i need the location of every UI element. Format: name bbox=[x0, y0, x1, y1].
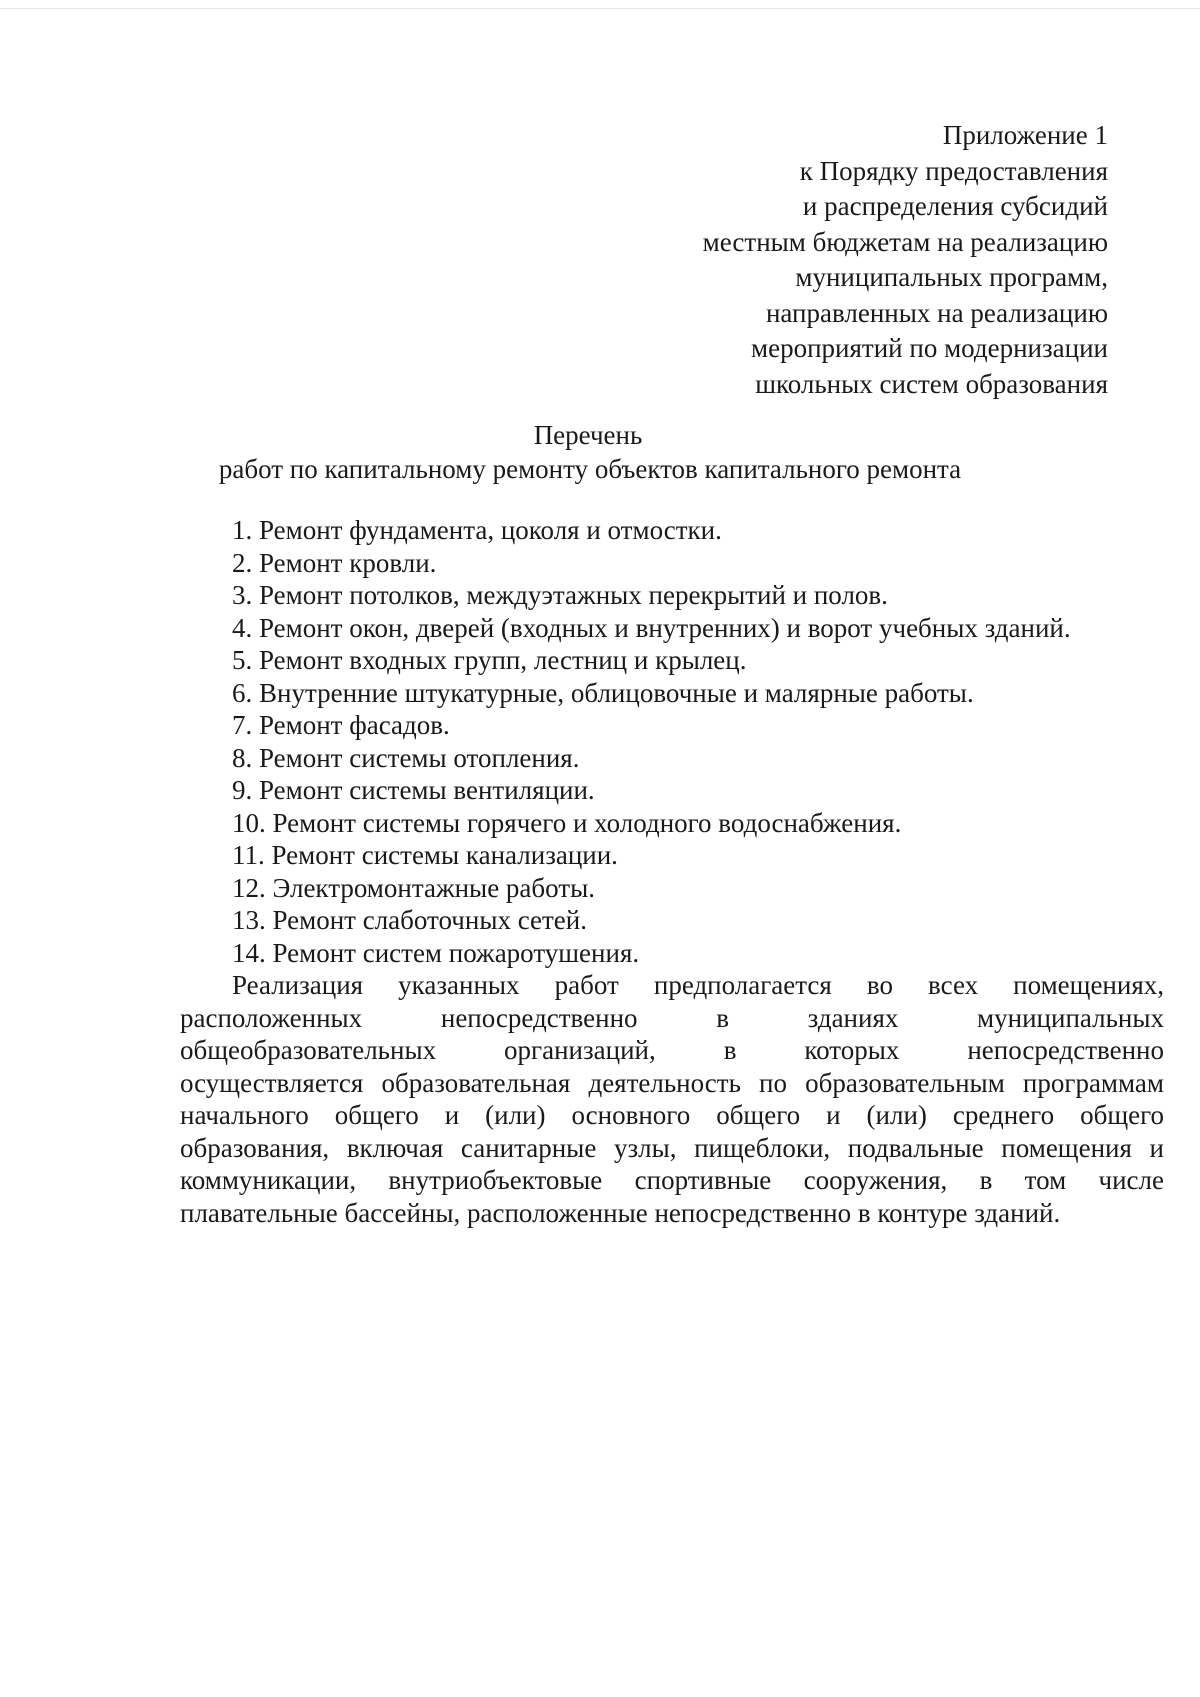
list-item: 14. Ремонт систем пожаротушения. bbox=[232, 937, 640, 968]
appendix-line: мероприятий по модернизации bbox=[751, 333, 1108, 363]
paragraph-line: осуществляется образовательная деятельность по образовательным программам bbox=[180, 1067, 1164, 1098]
paragraph-line: начального общего и (или) основного общего и (или) среднего общего bbox=[180, 1100, 1164, 1130]
appendix-header bbox=[703, 118, 1108, 402]
list-item: 4. Ремонт окон, дверей (входных и внутренних) и ворот учебных зданий. bbox=[232, 612, 1071, 643]
list-item: 7. Ремонт фасадов. bbox=[232, 710, 450, 740]
paragraph-line: плавательные бассейны, расположенные непосредственно в контуре зданий. bbox=[180, 1197, 1061, 1228]
list-item: 6. Внутренние штукатурные, облицовочные и малярные работы. bbox=[232, 677, 974, 708]
list-item: 10. Ремонт системы горячего и холодного водоснабжения. bbox=[232, 807, 902, 838]
paragraph-line: Реализация указанных работ предполагается во всех помещениях, bbox=[232, 970, 1164, 1000]
title-subheading: работ по капитальному ремонту объектов капитального ремонта bbox=[218, 454, 962, 484]
paragraph-line: расположенных непосредственно в зданиях муниципальных bbox=[180, 1002, 1164, 1033]
appendix-line: направленных на реализацию bbox=[765, 297, 1108, 328]
list-item: 12. Электромонтажные работы. bbox=[232, 872, 595, 903]
list-item: 5. Ремонт входных групп, лестниц и крылец. bbox=[232, 645, 747, 675]
paragraph-line: общеобразовательных организаций, в которых непосредственно bbox=[180, 1035, 1164, 1065]
appendix-line: школьных систем образования bbox=[755, 368, 1108, 399]
appendix-line: к Порядку предоставления bbox=[799, 155, 1108, 186]
list-item: 3. Ремонт потолков, междуэтажных перекрытий и полов. bbox=[232, 580, 888, 610]
appendix-line: местным бюджетам на реализацию bbox=[702, 226, 1108, 257]
list-item: 13. Ремонт слаботочных сетей. bbox=[232, 905, 587, 935]
list-item: 1. Ремонт фундамента, цоколя и отмостки. bbox=[232, 515, 722, 545]
implementation-paragraph bbox=[180, 969, 1164, 1229]
works-list bbox=[232, 514, 1071, 969]
appendix-line: муниципальных программ, bbox=[795, 262, 1108, 292]
scan-edge-line bbox=[0, 8, 1200, 9]
list-item: 11. Ремонт системы канализации. bbox=[232, 840, 618, 870]
list-item: 9. Ремонт системы вентиляции. bbox=[232, 775, 595, 805]
appendix-line: и распределения субсидий bbox=[802, 191, 1108, 221]
list-item: 8. Ремонт системы отопления. bbox=[232, 742, 580, 773]
paragraph-line: образования, включая санитарные узлы, пищеблоки, подвальные помещения и bbox=[180, 1132, 1164, 1163]
document-title bbox=[0, 418, 1200, 486]
list-item: 2. Ремонт кровли. bbox=[232, 547, 437, 578]
appendix-line: Приложение 1 bbox=[942, 120, 1108, 150]
title-heading: Перечень bbox=[533, 420, 643, 450]
paragraph-line: коммуникации, внутриобъектовые спортивные сооружения, в том числе bbox=[180, 1165, 1164, 1195]
